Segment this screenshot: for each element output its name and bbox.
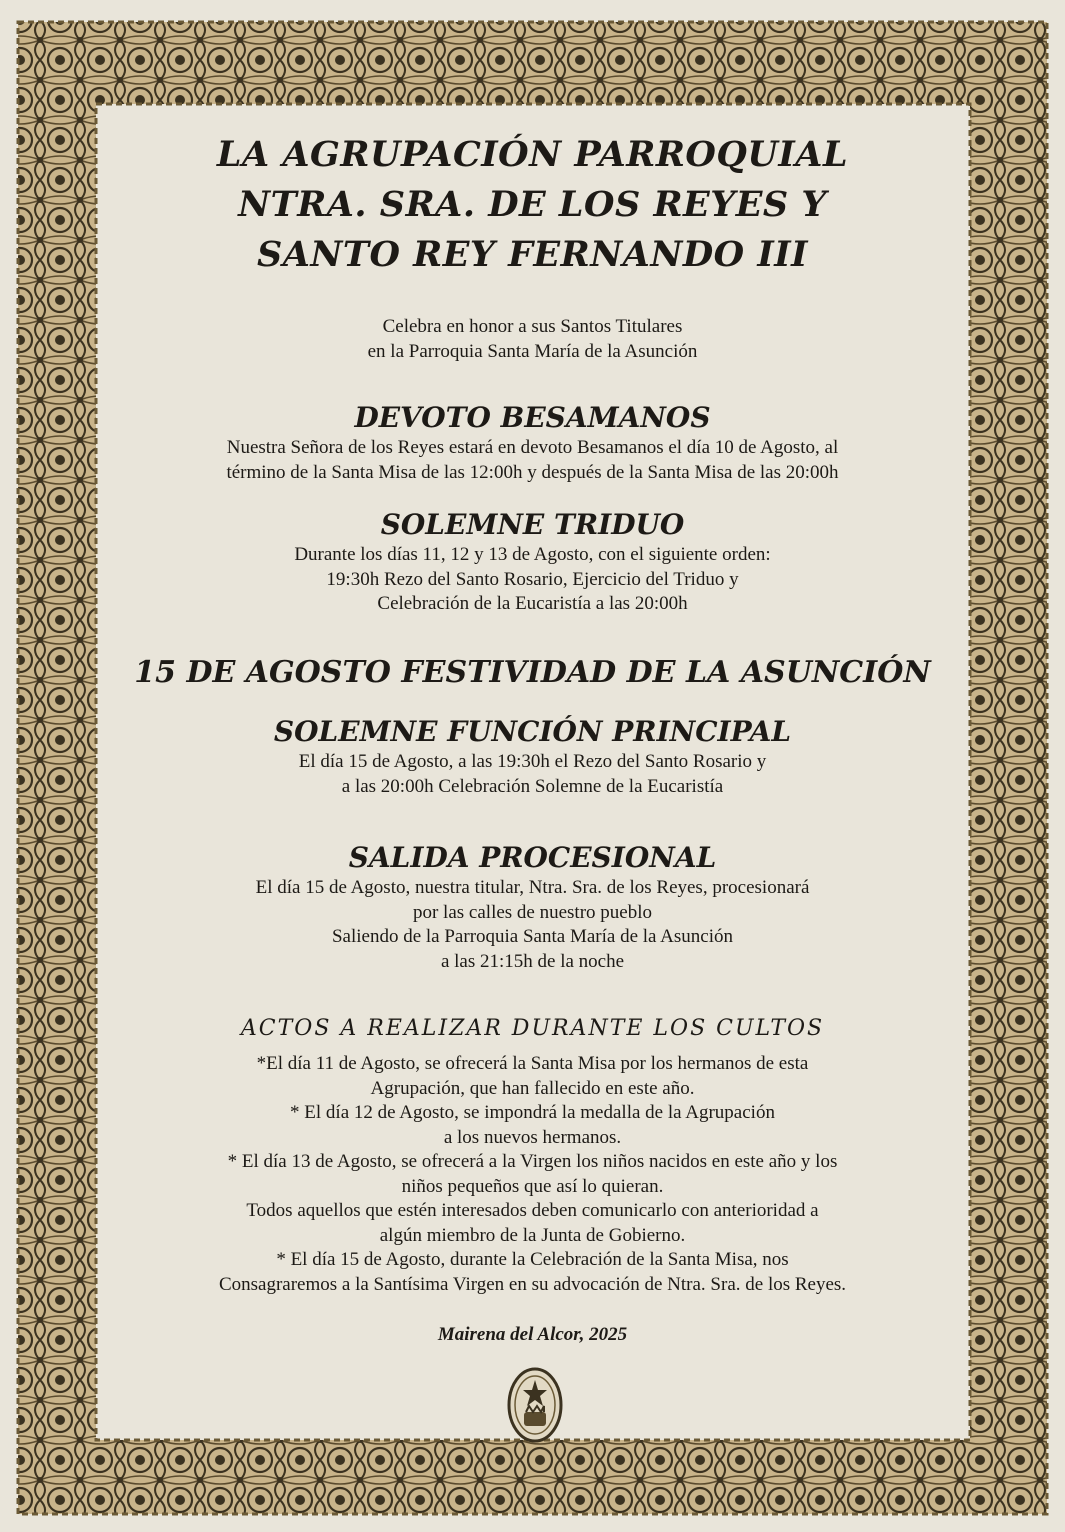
actos-line: *El día 11 de Agosto, se ofrecerá la Santa Misa por los hermanos de esta	[256, 1053, 809, 1074]
intro-line: en la Parroquia Santa María de la Asunción	[367, 340, 698, 362]
actos-line: Agrupación, que han fallecido en este año.	[370, 1077, 695, 1099]
triduo-line: 19:30h Rezo del Santo Rosario, Ejercicio del Triduo y	[326, 568, 739, 590]
intro-text	[110, 315, 955, 364]
festividad-heading: 15 DE AGOSTO FESTIVIDAD DE LA ASUNCIÓN	[134, 655, 931, 690]
besamanos-section	[110, 400, 955, 485]
actos-line: Todos aquellos que estén interesados deben comunicarlo con anterioridad a	[246, 1200, 819, 1221]
salida-line: a las 21:15h de la noche	[440, 950, 625, 972]
signature: Mairena del Alcor, 2025	[437, 1324, 628, 1345]
salida-line: Saliendo de la Parroquia Santa María de la Asunción	[331, 926, 733, 947]
besamanos-text	[110, 436, 955, 485]
actos-line: * El día 15 de Agosto, durante la Celebración de la Santa Misa, nos	[276, 1249, 789, 1270]
actos-section	[110, 1014, 955, 1297]
salida-line: El día 15 de Agosto, nuestra titular, Ntra. Sra. de los Reyes, procesionará	[255, 877, 810, 898]
funcion-line: a las 20:00h Celebración Solemne de la Eucaristía	[341, 775, 724, 797]
funcion-heading: SOLEMNE FUNCIÓN PRINCIPAL	[273, 715, 792, 748]
besamanos-line: término de la Santa Misa de las 12:00h y después de la Santa Misa de las 20:00h	[226, 461, 839, 483]
triduo-line: Celebración de la Eucaristía a las 20:00h	[377, 593, 688, 614]
triduo-section	[110, 507, 955, 617]
funcion-section	[110, 714, 955, 799]
title-line: NTRA. SRA. DE LOS REYES Y	[238, 184, 827, 225]
salida-line: por las calles de nuestro pueblo	[412, 901, 652, 923]
actos-line: algún miembro de la Junta de Gobierno.	[379, 1224, 686, 1246]
main-title	[110, 130, 955, 280]
triduo-line: Durante los días 11, 12 y 13 de Agosto, con el siguiente orden:	[294, 544, 771, 565]
funcion-line: El día 15 de Agosto, a las 19:30h el Rezo del Santo Rosario y	[298, 751, 767, 772]
title-line: SANTO REY FERNANDO III	[257, 234, 808, 275]
intro-line: Celebra en honor a sus Santos Titulares	[382, 316, 683, 337]
triduo-text	[110, 543, 955, 617]
salida-text	[110, 876, 955, 974]
salida-heading: SALIDA PROCESIONAL	[348, 841, 717, 874]
crest-emblem-icon	[507, 1366, 563, 1444]
actos-line: niños pequeños que así lo quieran.	[401, 1175, 664, 1197]
triduo-heading: SOLEMNE TRIDUO	[380, 508, 685, 541]
funcion-text	[110, 750, 955, 799]
title-line: LA AGRUPACIÓN PARROQUIAL	[216, 134, 849, 175]
actos-line: a los nuevos hermanos.	[443, 1126, 622, 1148]
actos-heading: ACTOS A REALIZAR DURANTE LOS CULTOS	[240, 1016, 825, 1041]
actos-line: Consagraremos a la Santísima Virgen en su advocación de Ntra. Sra. de los Reyes.	[218, 1273, 847, 1295]
besamanos-line: Nuestra Señora de los Reyes estará en devoto Besamanos el día 10 de Agosto, al	[226, 437, 839, 458]
actos-text	[110, 1052, 955, 1297]
actos-line: * El día 13 de Agosto, se ofrecerá a la Virgen los niños nacidos en este año y los	[227, 1151, 838, 1172]
actos-line: * El día 12 de Agosto, se impondrá la medalla de la Agrupación	[290, 1102, 775, 1123]
salida-section	[110, 840, 955, 974]
besamanos-heading: DEVOTO BESAMANOS	[354, 401, 711, 434]
